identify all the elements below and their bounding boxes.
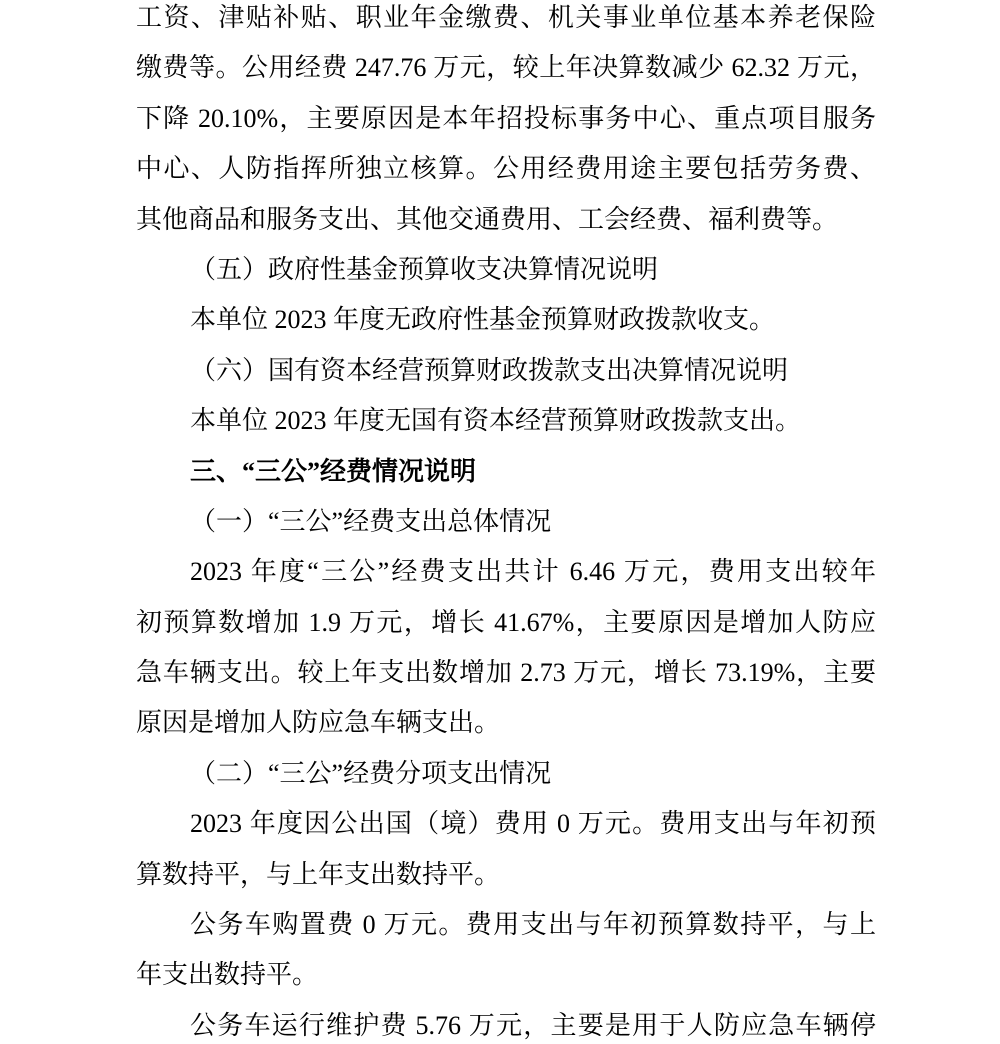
public-expense-line: 其他商品和服务支出、其他交通费用、工会经费、福利费等。 — [136, 204, 839, 234]
overall-expenditure-line: 原因是增加人防应急车辆支出。 — [136, 708, 501, 738]
overall-expenditure-heading: （一）“三公”经费支出总体情况 — [190, 506, 552, 536]
public-expense-line: 下降 20.10%，主要原因是本年招投标事务中心、重点项目服务 — [136, 103, 876, 133]
government-fund-text: 本单位 2023 年度无政府性基金预算财政拨款收支。 — [190, 305, 776, 335]
document-body — [136, 3, 876, 1041]
public-expense-line: 中心、人防指挥所独立核算。公用经费用途主要包括劳务费、 — [136, 154, 876, 184]
government-fund-heading: （五）政府性基金预算收支决算情况说明 — [190, 254, 659, 284]
overseas-travel-line: 2023 年度因公出国（境）费用 0 万元。费用支出与年初预 — [190, 809, 876, 839]
overall-expenditure-line: 2023 年度“三公”经费支出共计 6.46 万元，费用支出较年 — [190, 557, 876, 587]
overall-expenditure-line: 急车辆支出。较上年支出数增加 2.73 万元，增长 73.19%，主要 — [136, 658, 876, 688]
public-expense-line: 工资、津贴补贴、职业年金缴费、机关事业单位基本养老保险 — [136, 3, 876, 32]
state-capital-text: 本单位 2023 年度无国有资本经营预算财政拨款支出。 — [190, 406, 802, 436]
public-expense-line: 缴费等。公用经费 247.76 万元，较上年决算数减少 62.32 万元， — [136, 53, 876, 83]
three-public-expenses-heading: 三、“三公”经费情况说明 — [190, 456, 477, 486]
itemized-expenditure-heading: （二）“三公”经费分项支出情况 — [190, 758, 552, 788]
vehicle-purchase-line: 年支出数持平。 — [136, 960, 319, 990]
overall-expenditure-line: 初预算数增加 1.9 万元，增长 41.67%，主要原因是增加人防应 — [136, 607, 876, 637]
overseas-travel-line: 算数持平，与上年支出数持平。 — [136, 859, 501, 889]
vehicle-maintenance-line: 公务车运行维护费 5.76 万元，主要是用于人防应急车辆停 — [190, 1010, 876, 1040]
vehicle-purchase-line: 公务车购置费 0 万元。费用支出与年初预算数持平，与上 — [190, 910, 876, 940]
state-capital-heading: （六）国有资本经营预算财政拨款支出决算情况说明 — [190, 355, 789, 385]
